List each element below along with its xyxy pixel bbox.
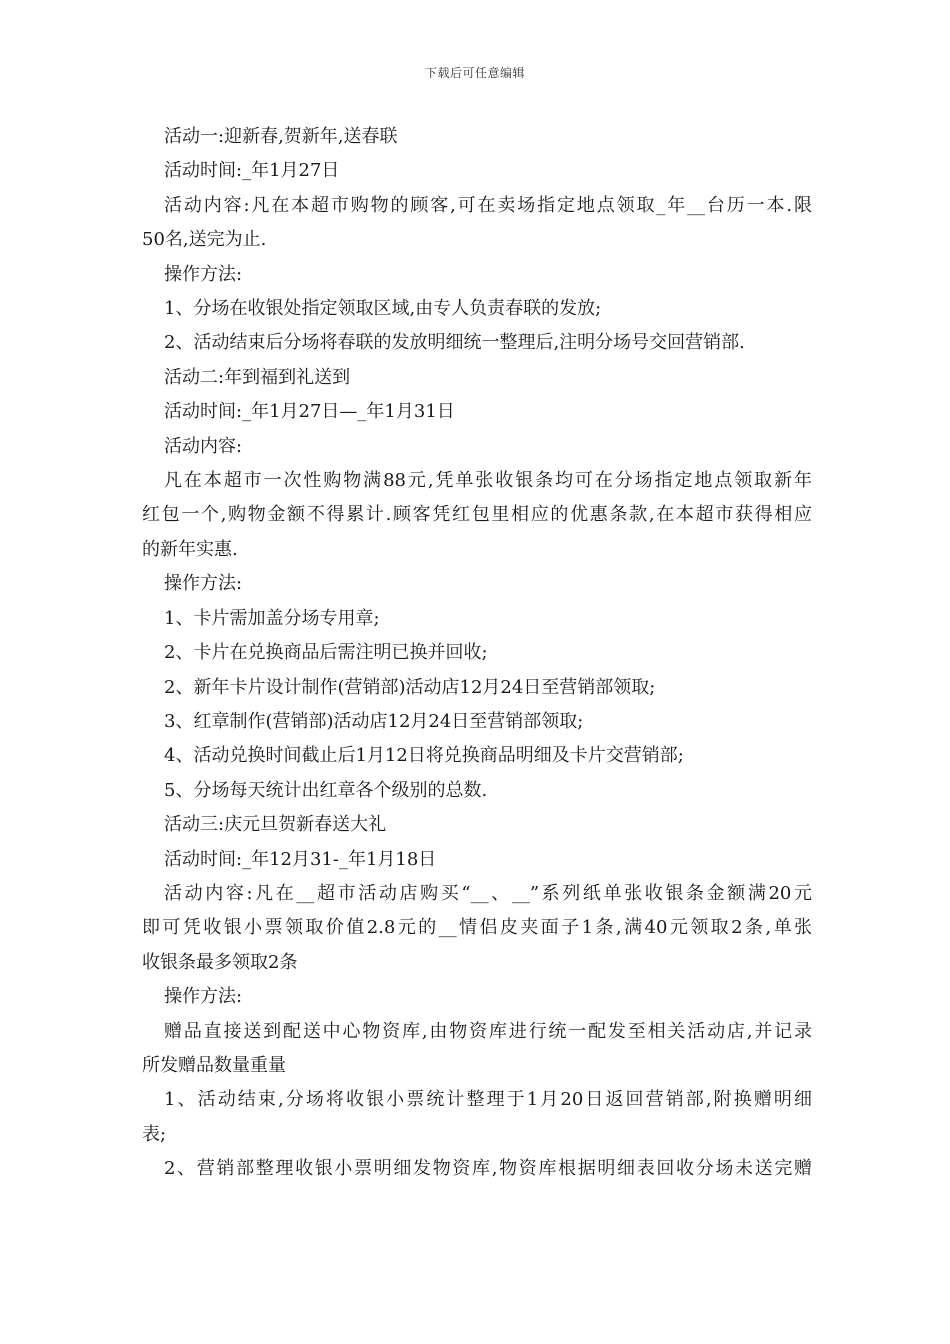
activity-2-method-3: 2、新年卡片设计制作(营销部)活动店12月24日至营销部领取; (164, 676, 656, 698)
activity-1-method-1: 1、分场在收银处指定领取区域,由专人负责春联的发放; (164, 298, 602, 320)
activity-3-gift-delivery: 赠品直接送到配送中心物资库,由物资库进行统一配发至相关活动店,并记录 (164, 1020, 812, 1042)
activity-2-method-label: 操作方法: (164, 573, 243, 595)
heading-activity-3: 活动三:庆元旦贺新春送大礼 (164, 814, 387, 836)
activity-2-content-end: 的新年实惠. (142, 538, 238, 560)
activity-3-method-1: 1、活动结束,分场将收银小票统计整理于1月20日返回营销部,附换赠明细 (164, 1089, 812, 1111)
activity-3-content-end: 收银条最多领取2条 (142, 951, 298, 973)
activity-3-method-1-cont: 表; (142, 1123, 167, 1145)
activity-1-method-2: 2、活动结束后分场将春联的发放明细统一整理后,注明分场号交回营销部. (164, 332, 745, 354)
activity-3-content: 活动内容:凡在__超市活动店购买“__、__”系列纸单张收银条金额满20元 (164, 882, 812, 904)
activity-2-method-5: 4、活动兑换时间截止后1月12日将兑换商品明细及卡片交营销部; (164, 745, 684, 767)
activity-3-gift-delivery-cont: 所发赠品数量重量 (142, 1054, 286, 1076)
activity-3-method-label: 操作方法: (164, 986, 243, 1008)
activity-2-method-4: 3、红章制作(营销部)活动店12月24日至营销部领取; (164, 710, 584, 732)
document-body (142, 120, 812, 1187)
heading-activity-2: 活动二:年到福到礼送到 (164, 366, 351, 388)
activity-2-content: 凡在本超市一次性购物满88元,凭单张收银条均可在分场指定地点领取新年 (164, 470, 812, 492)
activity-3-method-2: 2、营销部整理收银小票明细发物资库,物资库根据明细表回收分场未送完赠 (164, 1158, 812, 1180)
activity-3-time: 活动时间:_年12月31-_年1月18日 (164, 848, 437, 870)
activity-2-time: 活动时间:_年1月27日—_年1月31日 (164, 401, 455, 423)
activity-2-method-1: 1、卡片需加盖分场专用章; (164, 607, 380, 629)
activity-2-method-2: 2、卡片在兑换商品后需注明已换并回收; (164, 642, 488, 664)
activity-3-content-cont: 即可凭收银小票领取价值2.8元的__情侣皮夹面子1条,满40元领取2条,单张 (142, 917, 813, 939)
activity-1-content: 活动内容:凡在本超市购物的顾客,可在卖场指定地点领取_年__台历一本.限 (164, 194, 812, 216)
activity-2-content-cont: 红包一个,购物金额不得累计.顾客凭红包里相应的优惠条款,在本超市获得相应 (142, 504, 812, 526)
activity-2-content-label: 活动内容: (164, 435, 243, 457)
activity-1-content-cont: 50名,送完为止. (142, 229, 267, 251)
activity-2-method-6: 5、分场每天统计出红章各个级别的总数. (164, 779, 488, 801)
page-header: 下载后可任意编辑 (424, 66, 525, 80)
activity-1-method-label: 操作方法: (164, 263, 243, 285)
activity-1-time: 活动时间:_年1月27日 (164, 160, 340, 182)
heading-activity-1: 活动一:迎新春,贺新年,送春联 (164, 126, 398, 147)
